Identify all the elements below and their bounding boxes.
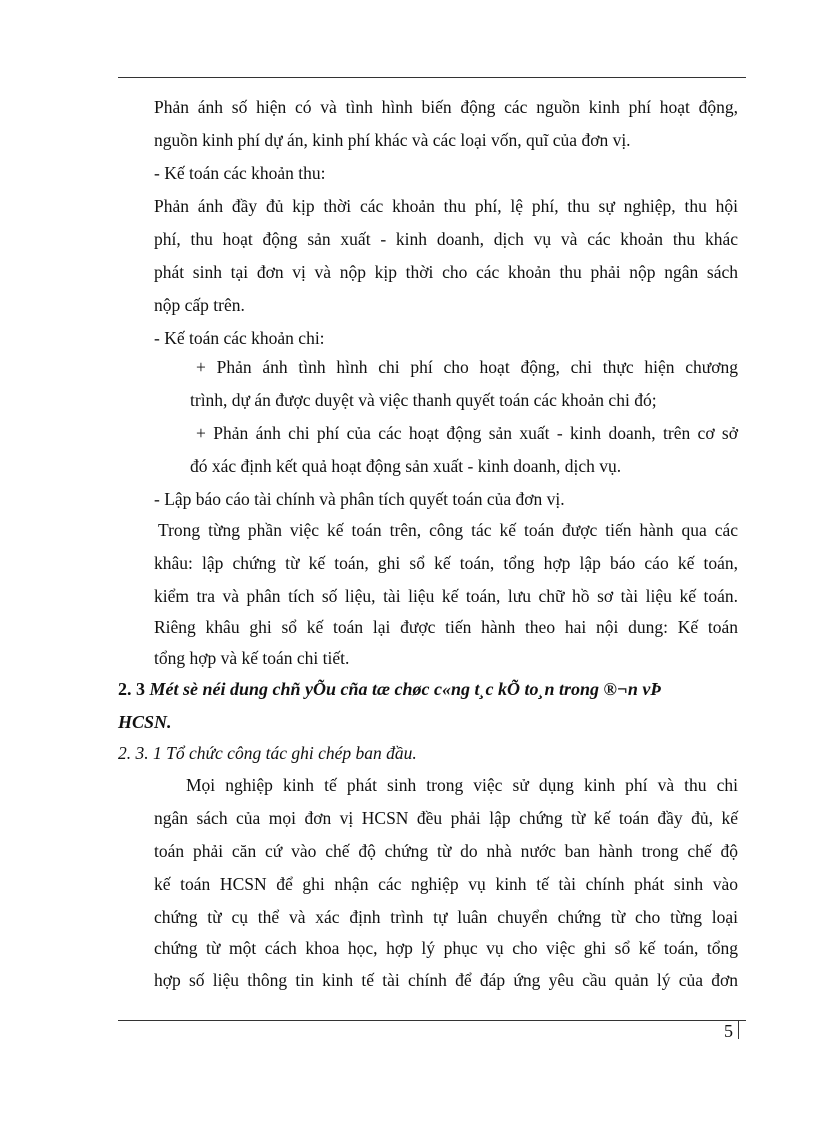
text-line: Phản ánh đầy đủ kịp thời các khoản thu phí, lệ phí, thu sự nghiệp, thu hội (154, 196, 738, 216)
footer-rule (118, 1020, 746, 1021)
section-heading-cont: HCSN. (118, 712, 172, 732)
text-line: kiểm tra và phân tích số liệu, tài liệu kế toán, lưu chữ hồ sơ tài liệu kế toán. (154, 586, 738, 606)
text-line: - Kế toán các khoản chi: (154, 328, 325, 348)
heading-title: Mét sè néi dung chñ yÕu cña tæ chøc c«ng t¸c kÕ to¸n trong ®¬n vÞ (149, 679, 662, 699)
text-line: phát sinh tại đơn vị và nộp kịp thời cho các khoản thu phải nộp ngân sách (154, 262, 738, 282)
text-line: Riêng khâu ghi sổ kế toán lại được tiến hành theo hai nội dung: Kế toán (154, 617, 738, 637)
text-line: Trong từng phần việc kế toán trên, công tác kế toán được tiến hành qua các (158, 520, 738, 540)
text-line: kế toán HCSN để ghi nhận các nghiệp vụ kinh tế tài chính phát sinh vào (154, 874, 738, 894)
text-line: chứng từ cụ thể và xác định trình tự luân chuyển chứng từ cho từng loại (154, 907, 738, 927)
text-line: trình, dự án được duyệt và việc thanh quyết toán các khoản chi đó; (190, 390, 657, 410)
page-number: 5 (724, 1021, 733, 1041)
text-line: Mọi nghiệp kinh tế phát sinh trong việc sử dụng kinh phí và thu chi (186, 775, 738, 795)
text-line: Phản ánh số hiện có và tình hình biến động các nguồn kinh phí hoạt động, (154, 97, 738, 117)
section-heading (118, 678, 738, 700)
text-line: - Kế toán các khoản thu: (154, 163, 326, 183)
text-line: phí, thu hoạt động sản xuất - kinh doanh, dịch vụ và các khoản thu khác (154, 229, 738, 249)
text-line: + Phản ánh tình hình chi phí cho hoạt động, chi thực hiện chương (196, 357, 738, 377)
text-line: ngân sách của mọi đơn vị HCSN đều phải lập chứng từ kế toán đầy đủ, kế (154, 808, 738, 828)
text-line: nguồn kinh phí dự án, kinh phí khác và các loại vốn, quĩ của đơn vị. (154, 130, 631, 150)
footer-margin-bar (738, 1021, 739, 1039)
text-line: - Lập báo cáo tài chính và phân tích quyết toán của đơn vị. (154, 489, 565, 509)
text-line: toán phải căn cứ vào chế độ chứng từ do nhà nước ban hành trong chế độ (154, 841, 738, 861)
text-line: tổng hợp và kế toán chi tiết. (154, 648, 350, 668)
text-line: hợp số liệu thông tin kinh tế tài chính để đáp ứng yêu cầu quản lý của đơn (154, 970, 738, 990)
text-line: + Phản ánh chi phí của các hoạt động sản xuất - kinh doanh, trên cơ sở (196, 423, 738, 443)
text-line: đó xác định kết quả hoạt động sản xuất - kinh doanh, dịch vụ. (190, 456, 622, 476)
header-rule (118, 77, 746, 78)
text-line: chứng từ một cách khoa học, hợp lý phục vụ cho việc ghi sổ kế toán, tổng (154, 938, 738, 958)
text-line: nộp cấp trên. (154, 295, 245, 315)
text-line: khâu: lập chứng từ kế toán, ghi sổ kế toán, tổng hợp lập báo cáo kế toán, (154, 553, 738, 573)
heading-number: 2. 3 (118, 679, 145, 699)
subsection-heading: 2. 3. 1 Tổ chức công tác ghi chép ban đầu. (118, 743, 417, 763)
